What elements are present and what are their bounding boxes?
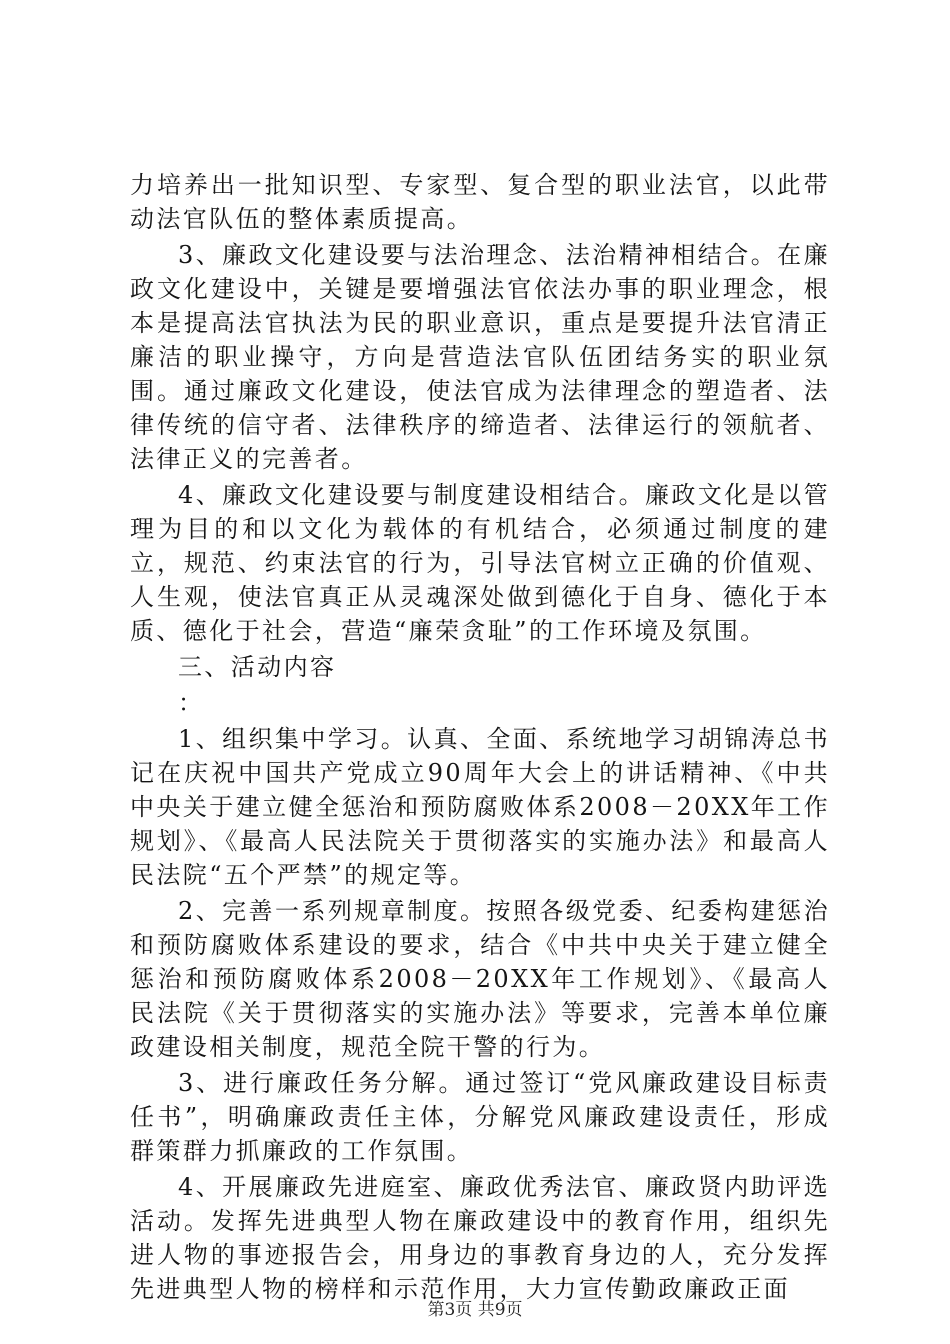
- paragraph-2: 3、廉政文化建设要与法治理念、法治精神相结合。在廉政文化建设中，关键是要增强法官依法办事的职业理念，根本是提高法官执法为民的职业意识，重点是要提升法官清正廉洁的职业操守，方向是营造法官队伍团结务实的职业氛围。通过廉政文化建设，使法官成为法律理念的塑造者、法律传统的信守者、法律秩序的缔造者、法律运行的领航者、法律正义的完善者。: [130, 241, 830, 473]
- paragraph-item-3: 3、进行廉政任务分解。通过签订“党风廉政建设目标责任书”，明确廉政责任主体，分解党风廉政建设责任，形成群策群力抓廉政的工作氛围。: [130, 1069, 830, 1165]
- paragraph-colon: ：: [178, 689, 205, 717]
- paragraph-1: 力培养出一批知识型、专家型、复合型的职业法官，以此带动法官队伍的整体素质提高。: [130, 171, 830, 233]
- paragraph-item-2: 2、完善一系列规章制度。按照各级党委、纪委构建惩治和预防腐败体系建设的要求，结合《中共中央关于建立健全惩治和预防腐败体系2008－20XX年工作规划》、《最高人民法院《关于贯彻落实的实施办法》等要求，完善本单位廉政建设相关制度，规范全院干警的行为。: [130, 897, 830, 1061]
- paragraph-3: 4、廉政文化建设要与制度建设相结合。廉政文化是以管理为目的和以文化为载体的有机结合，必须通过制度的建立，规范、约束法官的行为，引导法官树立正确的价值观、人生观，使法官真正从灵魂深处做到德化于自身、德化于本质、德化于社会，营造“廉荣贪耻”的工作环境及氛围。: [130, 481, 830, 645]
- section-heading: 三、活动内容: [178, 653, 337, 681]
- paragraph-item-1: 1、组织集中学习。认真、全面、系统地学习胡锦涛总书记在庆祝中国共产党成立90周年大会上的讲话精神、《中共中央关于建立健全惩治和预防腐败体系2008－20XX年工作规划》、《最高人民法院关于贯彻落实的实施办法》和最高人民法院“五个严禁”的规定等。: [130, 725, 830, 889]
- document-body: [130, 168, 830, 1308]
- paragraph-item-4: 4、开展廉政先进庭室、廉政优秀法官、廉政贤内助评选活动。发挥先进典型人物在廉政建设中的教育作用，组织先进人物的事迹报告会，用身边的事教育身边的人，充分发挥先进典型人物的榜样和示范作用，大力宣传勤政廉政正面: [130, 1173, 830, 1303]
- page-number-footer: 第3页 共9页: [427, 1300, 523, 1320]
